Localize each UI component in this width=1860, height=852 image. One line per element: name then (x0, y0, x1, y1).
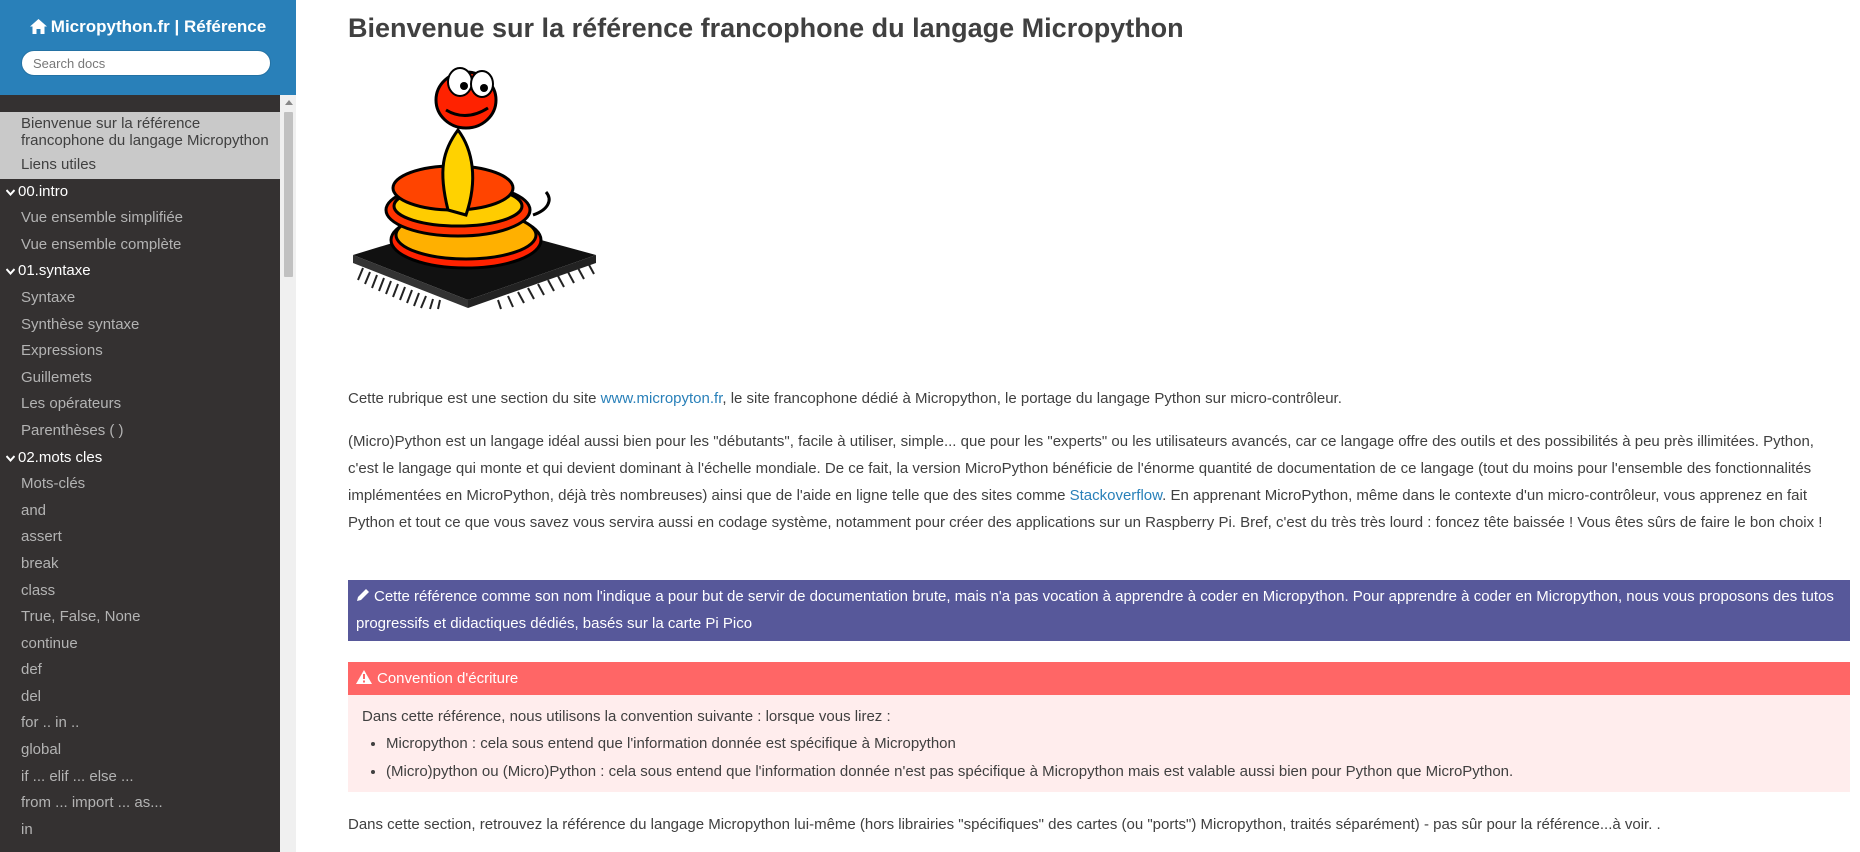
warning-admonition-title (348, 662, 1850, 695)
sidebar-item-label: 01.syntaxe (18, 262, 91, 280)
home-icon (30, 19, 47, 34)
sidebar-item[interactable] (0, 498, 280, 525)
warning-list (362, 730, 1836, 786)
chevron-down-icon[interactable] (6, 446, 18, 472)
description-text-before: (Micro)Python est un langage idéal aussi bien pour les "débutants", facile à utiliser, simple... que pour les "experts" ou les utilisateurs avancés, car ce langage offre des outils et des possibilités à peu près illimitées. Python, c'est le langage qui monte et qui devient dominant à l'échelle mondiale. De ce fait, la version MicroPython bénéficie de l'énorme quantité de documentation de ce langage (tout du moins pour l'ensemble des fonctionnalités implémentées en MicroPython, déjà très nombreuses) ainsi que de l'aide en ligne telle que des sites comme (348, 433, 1814, 504)
description-text-after: . En apprenant MicroPython, même dans le contexte d'un micro-contrôleur, vous apprenez en fait Python et tout ce que vous savez vous servira aussi en codage système, notamment pour créer des applications sur un Raspberry Pi. Bref, c'est du très très lourd : foncez tête baissée ! Vous êtes sûrs de faire le bon choix ! (348, 487, 1823, 531)
sidebar-item-label: Expressions (21, 342, 103, 360)
sidebar-item-current[interactable] (0, 112, 280, 152)
sidebar-item[interactable] (0, 391, 280, 418)
sidebar-item[interactable] (0, 152, 280, 179)
sidebar-item-label: for .. in .. (21, 714, 80, 732)
warning-list-item: • (Micro)python ou (Micro)Python : cela sous entend que l'information donnée n'est pas spécifique à Micropython mais est valable aussi bien pour Python que MicroPython. (386, 758, 1836, 786)
sidebar-item[interactable] (0, 578, 280, 605)
sidebar-item[interactable] (0, 684, 280, 711)
sidebar-item[interactable] (0, 232, 280, 259)
stackoverflow-link[interactable]: Stackoverflow (1069, 487, 1163, 504)
sidebar-item-label: Guillemets (21, 368, 92, 386)
warning-list-item: • Micropython : cela sous entend que l'information donnée est spécifique à Micropython (386, 730, 1836, 758)
sidebar-item[interactable] (0, 764, 280, 791)
sidebar-item-label: 00.intro (18, 182, 69, 200)
sidebar-item-label: del (21, 687, 42, 705)
sidebar-item[interactable] (0, 551, 280, 578)
sidebar-item-label: Vue ensemble complète (21, 235, 182, 253)
sidebar-item-label: Synthèse syntaxe (21, 315, 140, 333)
micropython-fr-link[interactable]: www.micropyton.fr (600, 390, 723, 407)
sidebar-item-label: global (21, 741, 62, 759)
warning-intro: Dans cette référence, nous utilisons la convention suivante : lorsque vous lirez : (362, 708, 891, 725)
sidebar-item[interactable] (0, 471, 280, 498)
sidebar-section-12[interactable] (0, 445, 280, 472)
sidebar-item[interactable] (0, 657, 280, 684)
sidebar-item[interactable] (0, 312, 280, 339)
sidebar-item-label: in (21, 820, 33, 838)
sidebar-item-label: Mots-clés (21, 475, 86, 493)
sidebar-item-label: Parenthèses ( ) (21, 421, 124, 439)
warning-icon (356, 670, 372, 684)
sidebar-item-label: True, False, None (21, 608, 141, 626)
sidebar-item-label: if ... elif ... else ... (21, 767, 134, 785)
sidebar-item[interactable] (0, 737, 280, 764)
sidebar-item[interactable] (0, 710, 280, 737)
section-paragraph: Dans cette section, retrouvez la référence du langage Micropython lui-même (hors librairies "spécifiques" des cartes (ou "ports") Micropython, traités séparément) - pas sûr pour la référence...à voir. . (348, 816, 1661, 833)
sidebar-item-label: Syntaxe (21, 288, 76, 306)
sidebar-item[interactable] (0, 604, 280, 631)
pencil-icon (356, 588, 370, 602)
sidebar-item-label: Bienvenue sur la référence francophone du langage Micropython (21, 115, 269, 149)
note-text: Cette référence comme son nom l'indique a pour but de servir de documentation brute, mais n'a pas vocation à apprendre à coder en Micropython. Pour apprendre à coder en Micropython, nous vous proposons des tutos progressifs et didactiques dédiés, basés sur la carte Pi Pico (356, 588, 1834, 632)
note-admonition (348, 580, 1850, 641)
intro-text-before: Cette rubrique est une section du site (348, 390, 601, 407)
sidebar-section-2[interactable] (0, 179, 280, 206)
chevron-down-icon[interactable] (6, 259, 18, 285)
chevron-down-icon[interactable] (6, 180, 18, 206)
sidebar-item-label: 02.mots cles (18, 448, 103, 466)
page-title: Bienvenue sur la référence francophone du langage Micropython (348, 13, 1184, 43)
sidebar-item-label: continue (21, 634, 78, 652)
sidebar-item[interactable] (0, 790, 280, 817)
search-input[interactable] (21, 50, 271, 76)
sidebar-item-label: break (21, 554, 59, 572)
description-paragraph (348, 428, 1848, 536)
sidebar-item-label: Liens utiles (21, 156, 97, 173)
site-brand-link[interactable] (0, 17, 296, 37)
sidebar-item[interactable] (0, 631, 280, 658)
sidebar-item-label: and (21, 501, 47, 519)
sidebar-item[interactable] (0, 205, 280, 232)
sidebar-item-label: assert (21, 528, 62, 546)
sidebar-item-label: Les opérateurs (21, 395, 122, 413)
sidebar-item[interactable] (0, 817, 280, 844)
micropython-logo (348, 60, 598, 310)
sidebar-header (0, 0, 296, 95)
sidebar-scroll-thumb[interactable] (284, 112, 293, 277)
sidebar-item[interactable] (0, 338, 280, 365)
sidebar-item[interactable] (0, 418, 280, 445)
sidebar-item-label: Vue ensemble simplifiée (21, 209, 184, 227)
warning-title-text: Convention d'écriture (377, 670, 519, 687)
scroll-up-arrow-icon[interactable] (285, 100, 293, 105)
sidebar-nav (0, 112, 280, 843)
sidebar-item[interactable] (0, 285, 280, 312)
intro-text-after: , le site francophone dédié à Micropython, le portage du langage Python sur micro-contrôleur. (722, 390, 1342, 407)
sidebar (0, 0, 296, 852)
sidebar-item-label: def (21, 661, 42, 679)
sidebar-item[interactable] (0, 365, 280, 392)
intro-paragraph (348, 385, 1848, 412)
warning-admonition-body (348, 695, 1850, 792)
site-brand-label: Micropython.fr | Référence (50, 17, 267, 36)
sidebar-item[interactable] (0, 524, 280, 551)
sidebar-section-5[interactable] (0, 258, 280, 285)
sidebar-item-label: from ... import ... as... (21, 794, 163, 812)
sidebar-item-label: class (21, 581, 56, 599)
